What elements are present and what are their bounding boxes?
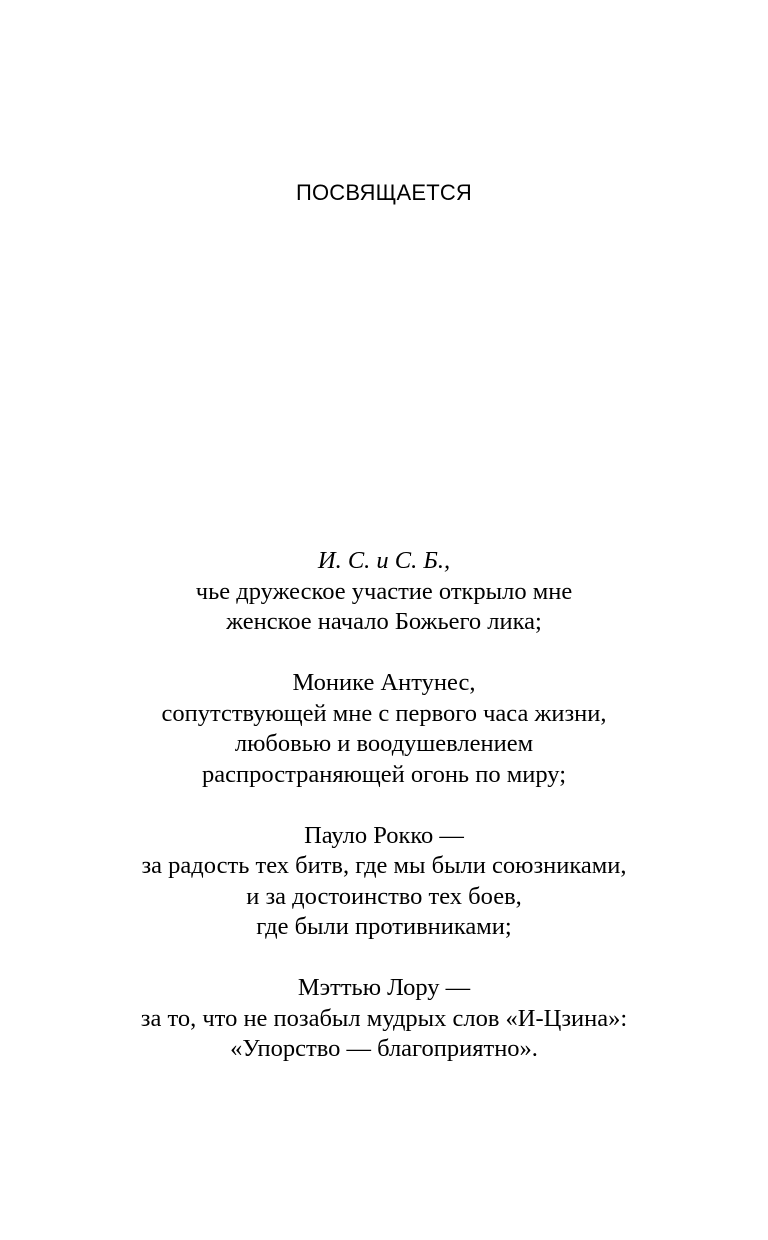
dedication-line: чье дружеское участие открыло мне <box>195 577 573 605</box>
dedication-line: распространяющей огонь по миру; <box>202 760 566 788</box>
dedication-line: за радость тех битв, где мы были союзниками, <box>141 852 627 879</box>
dedication-line: и за достоинство тех боев, <box>246 882 522 910</box>
dedication-heading: ПОСВЯЩАЕТСЯ <box>295 180 473 205</box>
dedication-line: женское начало Божьего лика; <box>226 608 542 635</box>
dedication-line: «Упорство — благоприятно». <box>230 1035 538 1062</box>
dedication-line: за то, что не позабыл мудрых слов «И-Цзина»: <box>140 1004 628 1032</box>
dedication-block-4 <box>0 973 768 1065</box>
dedication-line: сопутствующей мне с первого часа жизни, <box>161 699 607 727</box>
dedication-recipient: Пауло Рокко — <box>304 821 464 849</box>
dedication-block-3 <box>0 821 768 943</box>
dedication-recipient: Мэттью Лору — <box>297 974 471 1001</box>
dedication-recipient: Монике Антунес, <box>292 669 476 696</box>
dedication-list <box>0 546 768 1095</box>
dedication-block-2 <box>0 668 768 790</box>
dedication-block-1 <box>0 546 768 638</box>
dedication-recipient: И. С. и С. Б., <box>317 547 451 574</box>
dedication-line: любовью и воодушевлением <box>234 730 534 757</box>
dedication-line: где были противниками; <box>256 913 512 940</box>
